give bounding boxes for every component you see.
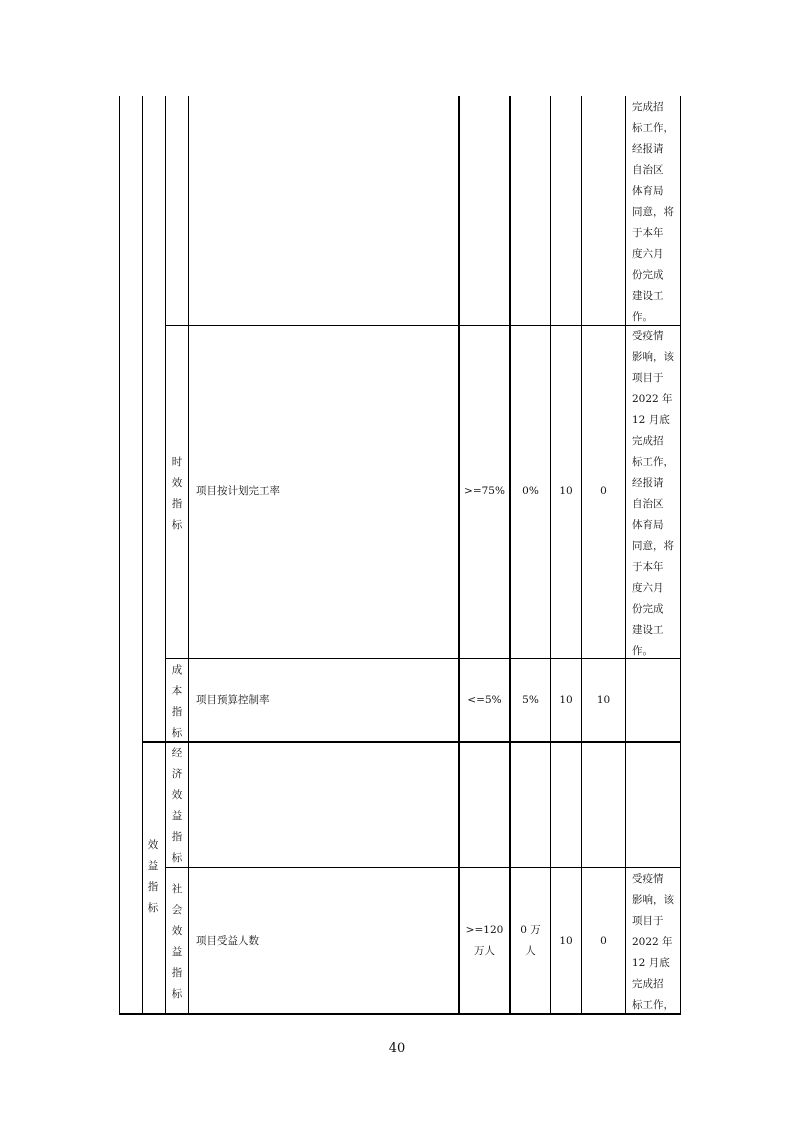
cost-score: 10 — [596, 694, 611, 706]
time-indicator-name: 项目按计划完工率 — [196, 485, 280, 497]
page-number: 40 — [388, 1041, 406, 1056]
time-score: 0 — [600, 485, 607, 497]
time-actual-value: 0% — [522, 485, 539, 497]
social-target-value: >=120 万人 — [465, 924, 504, 957]
time-weight: 10 — [559, 485, 573, 497]
top-row-note: 完成招 标工作， 经报请 自治区 体育局 同意，将 于本年 度六月 份完成 建设工 作。 — [632, 101, 674, 323]
social-indicator-category: 社 会 效 益 指 标 — [171, 883, 183, 1000]
cost-target-value: <=5% — [467, 694, 502, 706]
cost-actual-value: 5% — [522, 694, 539, 706]
cost-indicator-name: 项目预算控制率 — [196, 694, 270, 706]
time-target-value: >=75% — [464, 485, 505, 497]
social-indicator-name: 项目受益人数 — [196, 935, 259, 947]
cost-indicator-category: 成 本 指 标 — [171, 664, 183, 739]
time-indicator-category: 时 效 指 标 — [171, 456, 183, 531]
social-actual-value: 0 万 人 — [520, 924, 541, 957]
social-score: 0 — [600, 935, 607, 947]
cost-weight: 10 — [559, 694, 573, 706]
time-note: 受疫情 影响，该 项目于 2022 年 12 月底 完成招 标工作， 经报请 自治区 体育局 同意，将 于本年 度六月 份完成 建设工 作。 — [632, 330, 674, 657]
benefit-indicator-group: 效 益 指 标 — [147, 839, 159, 914]
economic-indicator-category: 经 济 效 益 指 标 — [171, 747, 183, 864]
social-weight: 10 — [559, 935, 573, 947]
social-note: 受疫情 影响，该 项目于 2022 年 12 月底 完成招 标工作， — [632, 873, 674, 1011]
